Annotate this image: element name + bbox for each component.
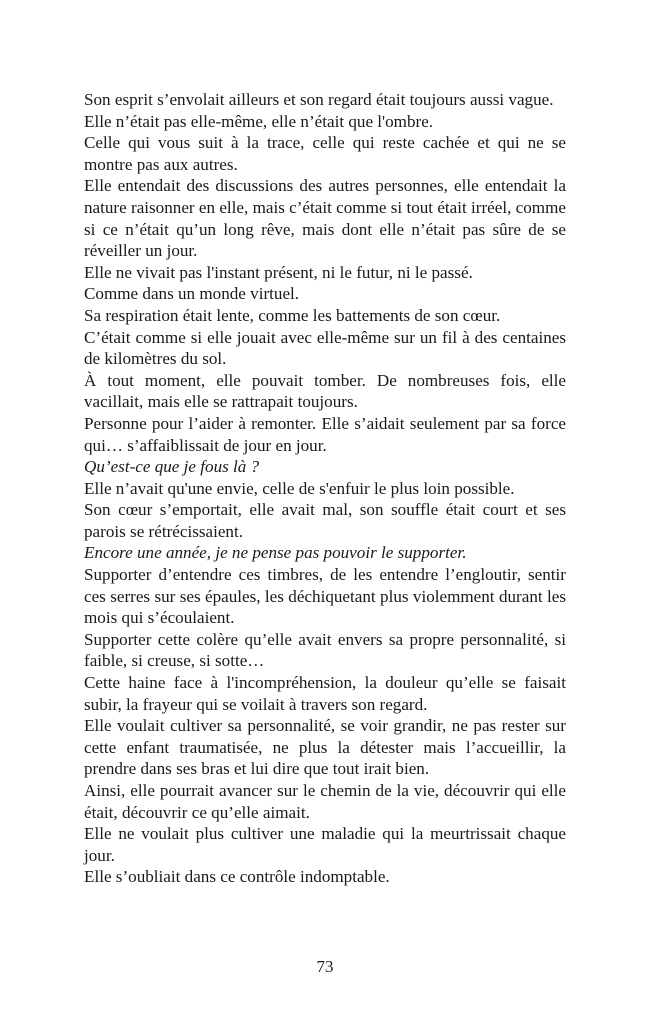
- paragraph-16: Supporter cette colère qu’elle avait envers sa propre personnalité, si faible, si creuse, si sotte…: [84, 629, 566, 671]
- paragraph-6: Comme dans un monde virtuel.: [84, 284, 300, 304]
- paragraph-9: À tout moment, elle pouvait tomber. De nombreuses fois, elle vacillait, mais elle se rattrapait toujours.: [84, 370, 566, 412]
- paragraph-8: C’était comme si elle jouait avec elle-même sur un fil à des centaines de kilomètres du sol.: [84, 327, 566, 369]
- page-body: [84, 89, 566, 888]
- paragraph-18: Elle voulait cultiver sa personnalité, se voir grandir, ne pas rester sur cette enfant traumatisée, ne plus la détester mais l’accueillir, la prendre dans ses bras et lui dire que tout irait bien.: [84, 716, 566, 779]
- paragraph-7: Sa respiration était lente, comme les battements de son cœur.: [84, 305, 501, 325]
- paragraph-17: Cette haine face à l'incompréhension, la douleur qu’elle se faisait subir, la frayeur qui se voilait à travers son regard.: [84, 673, 566, 714]
- paragraph-15: Supporter d’entendre ces timbres, de les entendre l’engloutir, sentir ces serres sur ses épaules, les déchiquetant plus violemment durant les mois qui s’écoulaient.: [84, 565, 566, 628]
- paragraph-20: Elle ne voulait plus cultiver une maladie qui la meurtrissait chaque jour.: [84, 824, 566, 865]
- italic-thought-2: Encore une année, je ne pense pas pouvoir le supporter.: [84, 543, 467, 563]
- italic-thought-1: Qu’est-ce que je fous là ?: [84, 457, 260, 477]
- paragraph-13: Son cœur s’emportait, elle avait mal, son souffle était court et ses parois se rétrécissaient.: [84, 500, 566, 541]
- paragraph-5: Elle ne vivait pas l'instant présent, ni le futur, ni le passé.: [84, 262, 473, 282]
- paragraph-10: Personne pour l’aider à remonter. Elle s’aidait seulement par sa force qui… s’affaiblissait de jour en jour.: [84, 413, 566, 455]
- paragraph-19: Ainsi, elle pourrait avancer sur le chemin de la vie, découvrir qui elle était, découvrir ce qu’elle aimait.: [84, 781, 566, 822]
- paragraph-3: Celle qui vous suit à la trace, celle qui reste cachée et qui ne se montre pas aux autres.: [84, 133, 566, 174]
- paragraph-2: Elle n’était pas elle-même, elle n’était que l'ombre.: [84, 111, 434, 131]
- paragraph-1: Son esprit s’envolait ailleurs et son regard était toujours aussi vague.: [84, 90, 554, 109]
- page-number: 73: [316, 957, 334, 976]
- paragraph-4: Elle entendait des discussions des autres personnes, elle entendait la nature raisonner en elle, mais c’était comme si tout était irréel, comme si ce n’était qu’un long rêve, mais dont elle n’était pas sûre de se réveiller un jour.: [84, 176, 566, 261]
- paragraph-21: Elle s’oubliait dans ce contrôle indomptable.: [84, 867, 390, 887]
- paragraph-12: Elle n’avait qu'une envie, celle de s'enfuir le plus loin possible.: [84, 478, 515, 498]
